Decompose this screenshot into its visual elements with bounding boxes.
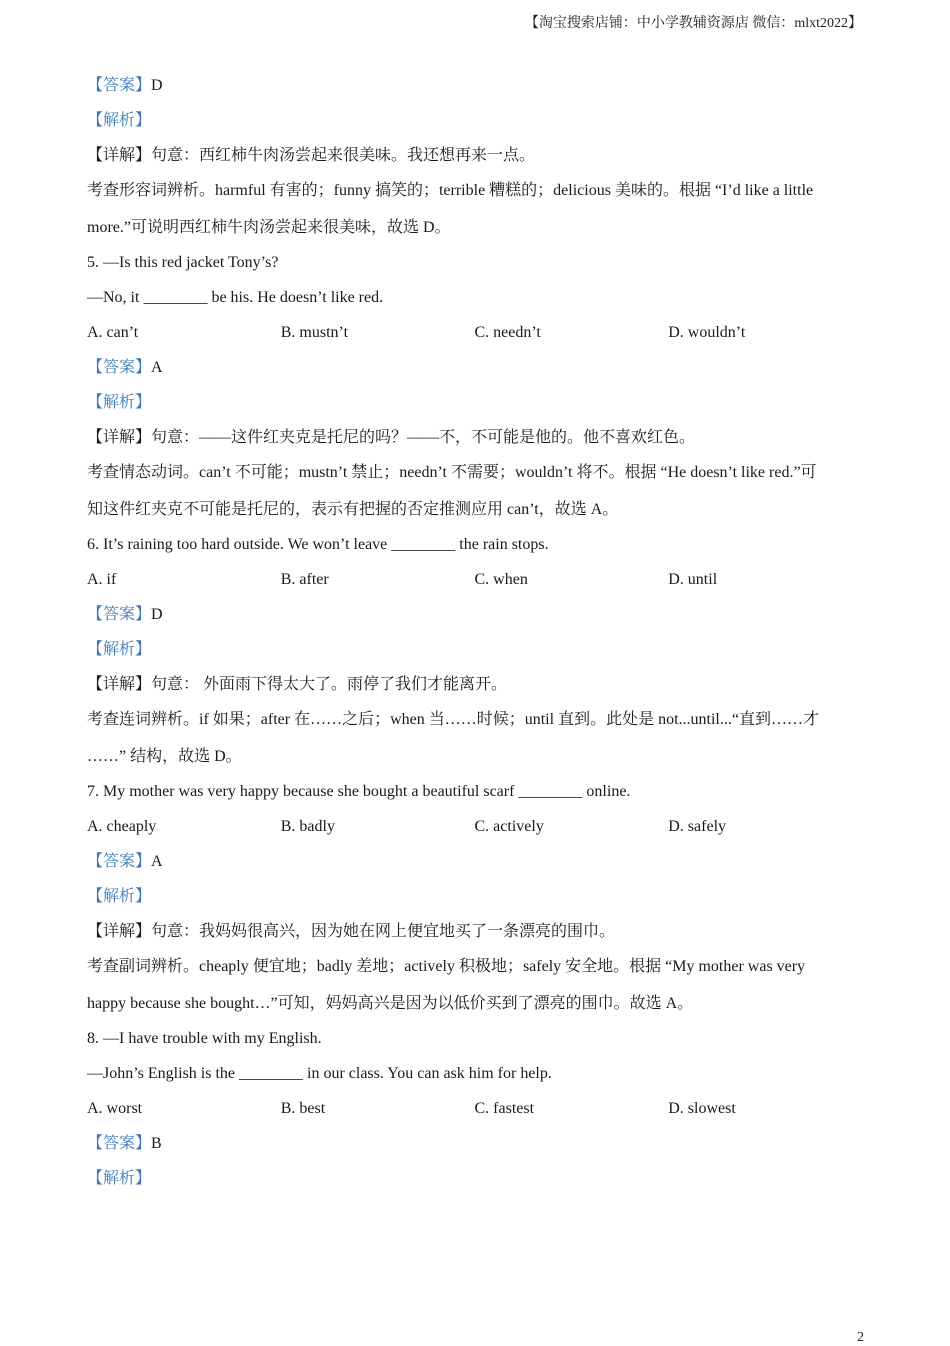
analysis-heading-q7 xyxy=(87,885,862,909)
answer-line-q6 xyxy=(87,603,862,627)
document-body xyxy=(87,74,862,1202)
option-a: A. cheaply xyxy=(87,818,157,835)
option-b: B. mustn’t xyxy=(280,324,349,341)
option-d: D. wouldn’t xyxy=(668,324,746,341)
analysis-tag: 【解析】 xyxy=(87,112,152,129)
explanation-line: 知这件红夹克不可能是托尼的，表示有把握的否定推测应用 can’t，故选 A。 xyxy=(87,501,619,518)
option-c: C. fastest xyxy=(474,1100,535,1117)
option-a: A. worst xyxy=(87,1100,143,1117)
question-8-options xyxy=(87,1097,862,1121)
detail-tag: 【详解】 xyxy=(87,676,152,693)
answer-line-q5 xyxy=(87,356,862,380)
detail-tag: 【详解】 xyxy=(87,923,152,940)
option-c: C. actively xyxy=(474,818,544,835)
question-8-stem: 8. —I have trouble with my English. xyxy=(87,1030,322,1047)
explanation-line: 考查情态动词。can’t 不可能；mustn’t 禁止；needn’t 不需要；wouldn’t 将不。根据 “He doesn’t like red.”可 xyxy=(87,464,817,481)
explanation-line: 考查连词辨析。if 如果；after 在……之后；when 当……时候；until 直到。此处是 not...until...“直到……才 xyxy=(87,711,819,728)
answer-tag: 【答案】 xyxy=(87,359,152,376)
detail-line-q4 xyxy=(87,144,862,168)
question-6-stem: 6. It’s raining too hard outside. We won’t leave ________ the rain stops. xyxy=(87,536,549,553)
answer-value: A xyxy=(151,359,163,376)
analysis-heading-q6 xyxy=(87,638,862,662)
question-7-stem: 7. My mother was very happy because she bought a beautiful scarf ________ online. xyxy=(87,783,631,800)
option-d: D. until xyxy=(668,571,718,588)
answer-value: B xyxy=(151,1135,162,1152)
analysis-tag: 【解析】 xyxy=(87,394,152,411)
option-a: A. can’t xyxy=(87,324,139,341)
explanation-line: ……” 结构，故选 D。 xyxy=(87,748,242,765)
answer-value: D xyxy=(151,606,163,623)
question-5-stem: 5. —Is this red jacket Tony’s? xyxy=(87,254,279,271)
answer-value: D xyxy=(151,77,163,94)
question-8-stem-reply: —John’s English is the ________ in our class. You can ask him for help. xyxy=(87,1065,552,1082)
answer-tag: 【答案】 xyxy=(87,1135,152,1152)
answer-tag: 【答案】 xyxy=(87,606,152,623)
question-5-options xyxy=(87,321,862,345)
answer-tag: 【答案】 xyxy=(87,77,152,94)
detail-text: 句意：——这件红夹克是托尼的吗？——不，不可能是他的。他不喜欢红色。 xyxy=(151,429,696,446)
detail-tag: 【详解】 xyxy=(87,147,152,164)
analysis-heading-q8 xyxy=(87,1167,862,1191)
question-7-options xyxy=(87,815,862,839)
detail-tag: 【详解】 xyxy=(87,429,152,446)
detail-line-q7 xyxy=(87,920,862,944)
header-note: 【淘宝搜索店铺：中小学教辅资源店 微信：mlxt2022】 xyxy=(524,16,862,31)
detail-line-q5 xyxy=(87,426,862,450)
answer-tag: 【答案】 xyxy=(87,853,152,870)
option-c: C. needn’t xyxy=(474,324,541,341)
option-b: B. after xyxy=(280,571,329,588)
option-c: C. when xyxy=(474,571,528,588)
detail-text: 句意：西红柿牛肉汤尝起来很美味。我还想再来一点。 xyxy=(151,147,536,164)
explanation-line: 考查形容词辨析。harmful 有害的；funny 搞笑的；terrible 糟糕的；delicious 美味的。根据 “I’d like a little xyxy=(87,182,814,199)
question-6-options xyxy=(87,568,862,592)
analysis-tag: 【解析】 xyxy=(87,1170,152,1187)
analysis-tag: 【解析】 xyxy=(87,641,152,658)
option-d: D. slowest xyxy=(668,1100,736,1117)
page-number: 2 xyxy=(857,1330,864,1345)
question-5-stem-reply: —No, it ________ be his. He doesn’t like red. xyxy=(87,289,384,306)
explanation-line: happy because she bought…”可知，妈妈高兴是因为以低价买到了漂亮的围巾。故选 A。 xyxy=(87,995,694,1012)
explanation-line: more.”可说明西红柿牛肉汤尝起来很美味，故选 D。 xyxy=(87,219,451,236)
analysis-heading-q4 xyxy=(87,109,862,133)
detail-text: 句意：我妈妈很高兴，因为她在网上便宜地买了一条漂亮的围巾。 xyxy=(151,923,616,940)
analysis-heading-q5 xyxy=(87,391,862,415)
detail-text: 句意： 外面雨下得太大了。雨停了我们才能离开。 xyxy=(151,676,508,693)
answer-line-q8 xyxy=(87,1132,862,1156)
answer-value: A xyxy=(151,853,163,870)
option-b: B. badly xyxy=(280,818,335,835)
answer-line-q4 xyxy=(87,74,862,98)
answer-line-q7 xyxy=(87,850,862,874)
option-a: A. if xyxy=(87,571,117,588)
explanation-line: 考查副词辨析。cheaply 便宜地；badly 差地；actively 积极地；safely 安全地。根据 “My mother was very xyxy=(87,958,806,975)
analysis-tag: 【解析】 xyxy=(87,888,152,905)
option-b: B. best xyxy=(280,1100,326,1117)
option-d: D. safely xyxy=(668,818,727,835)
detail-line-q6 xyxy=(87,673,862,697)
